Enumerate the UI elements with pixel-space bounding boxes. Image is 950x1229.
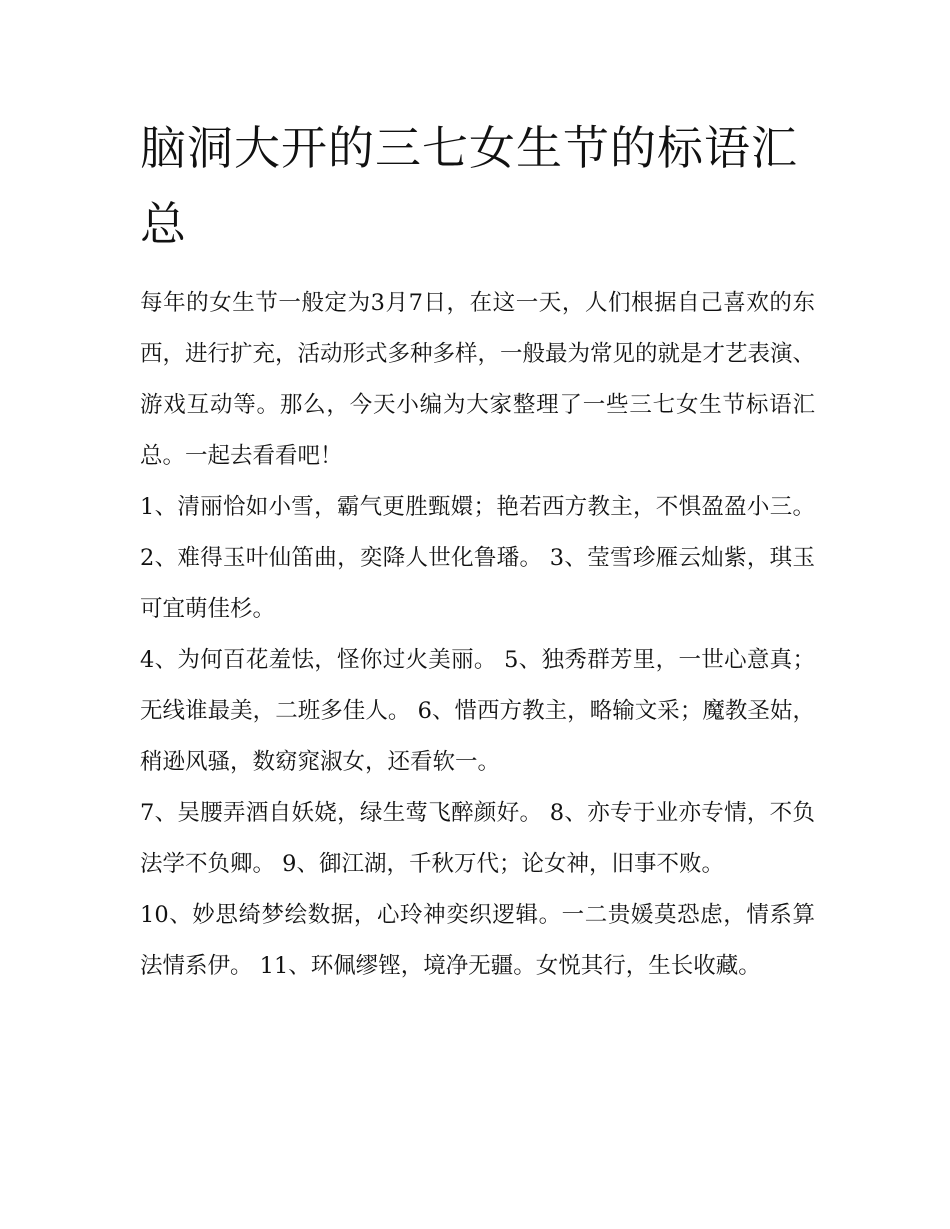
paragraph-slogans-1-3: 1、清丽恰如小雪，霸气更胜甄嬛；艳若西方教主，不惧盈盈小三。 2、难得玉叶仙笛曲，奕降人世化鲁璠。 3、莹雪珍雁云灿紫，琪玉可宜萌佳杉。 xyxy=(140,494,815,622)
paragraph-slogans-10-11: 10、妙思绮梦绘数据，心玲神奕织逻辑。一二贵媛莫恐虑，情系算法情系伊。 11、环佩缪铿，境净无疆。女悦其行，生长收藏。 xyxy=(140,902,815,979)
document-page xyxy=(140,110,815,992)
paragraph-slogans-7-9: 7、吴腰弄酒自妖娆，绿生莺飞醉颜好。 8、亦专于业亦专情，不负法学不负卿。 9、御江湖，千秋万代；论女神，旧事不败。 xyxy=(140,800,815,877)
paragraph-slogans-4-6: 4、为何百花羞怯，怪你过火美丽。 5、独秀群芳里，一世心意真；无线谁最美，二班多佳人。 6、惜西方教主，略输文采；魔教圣姑，稍逊风骚，数窈窕淑女，还看软一。 xyxy=(140,647,815,775)
document-title: 脑洞大开的三七女生节的标语汇总 xyxy=(140,121,798,251)
paragraph-intro: 每年的女生节一般定为3月7日，在这一天，人们根据自己喜欢的东西，进行扩充，活动形式多种多样，一般最为常见的就是才艺表演、游戏互动等。那么，今天小编为大家整理了一些三七女生节标语汇总。一起去看看吧！ xyxy=(140,290,816,469)
